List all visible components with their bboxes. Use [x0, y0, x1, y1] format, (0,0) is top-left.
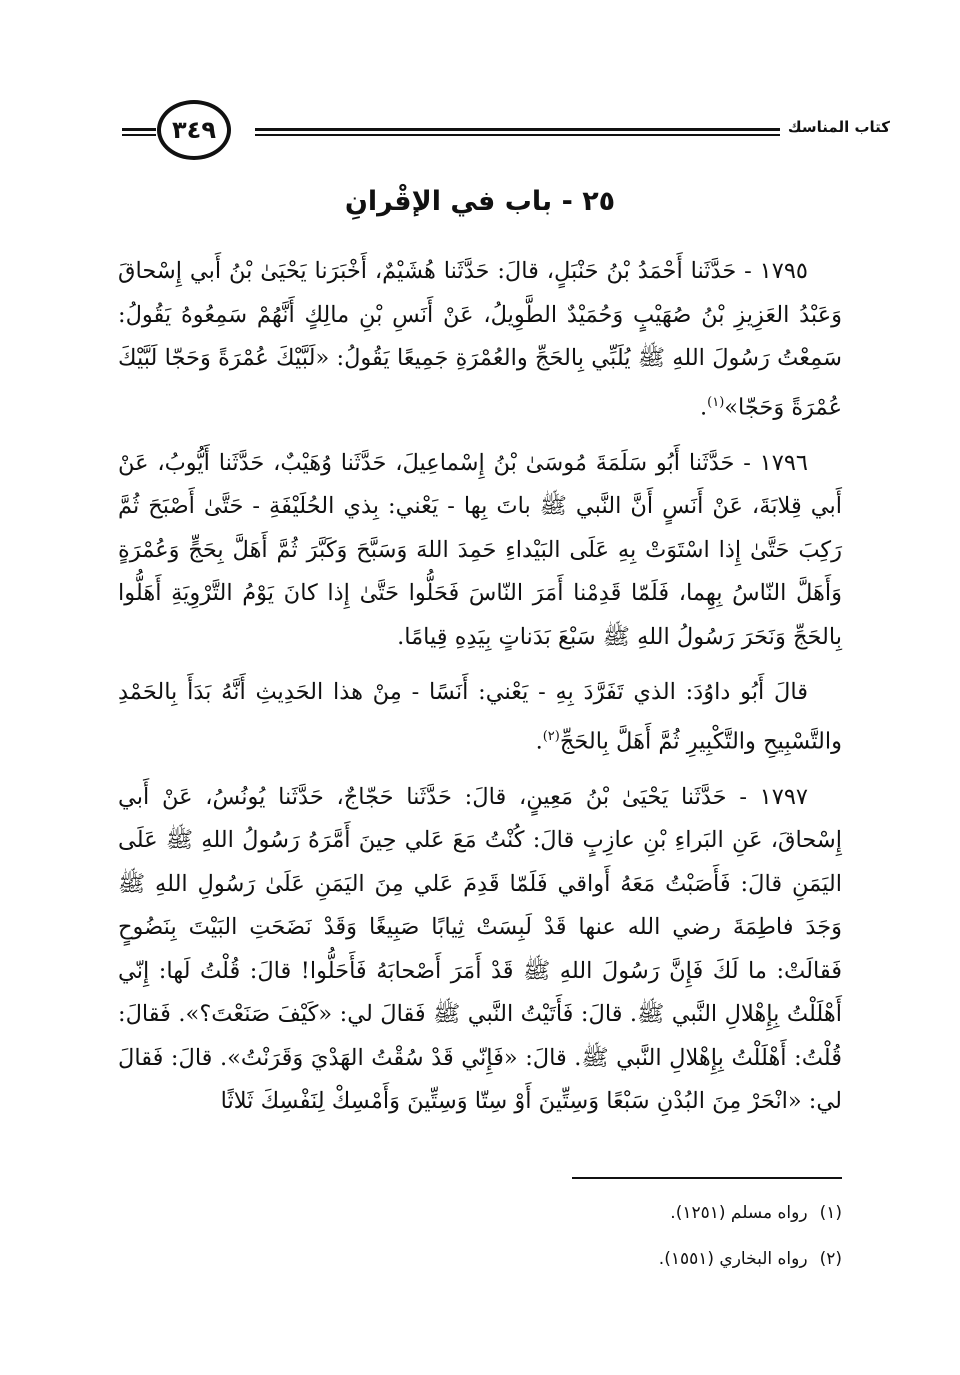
paragraph-text: ١٧٩٧ - حَدَّثَنا يَحْيَىٰ بْنُ مَعِينٍ، قالَ: حَدَّثَنا حَجّاجٌ، حَدَّثَنا يُونُسُ، عَنْ أَبي إِسْحاقَ، عَنِ البَراءِ بْنِ عازِبٍ قالَ: كُنْتُ مَعَ عَلي حِينَ أَمَّرَهُ رَسُولُ اللهِ ﷺ عَلَى اليَمَنِ قالَ: فَأَصَبْتُ مَعَهُ أَواقي فَلَمّا قَدِمَ عَلي مِنَ اليَمَنِ عَلَىٰ رَسُولِ اللهِ ﷺ وَجَدَ فاطِمَةَ رضي الله عنها قَدْ لَبِسَتْ ثِيابًا صَبِيغًا وَقَدْ نَضَحَتِ البَيْتَ بِنَضُوحٍ فَقالَتْ: ما لَكَ فَإِنَّ رَسُولَ اللهِ ﷺ قَدْ أَمَرَ أَصْحابَهُ فَأَحَلُّوا! قالَ: قُلْتُ لَها: إِنّي أَهْلَلْتُ بِإِهْلالِ النَّبي ﷺ. قالَ: فَأَتَيْتُ النَّبي ﷺ فَقالَ لي: «كَيْفَ صَنَعْتَ؟». فَقالَ: قُلْتُ: أَهْلَلْتُ بِإِهْلالِ النَّبي ﷺ. قالَ: «فَإِنّي قَدْ سُقْتُ الهَدْيَ وَقَرَنْتُ». قالَ: فَقالَ لي: «انْحَرْ مِنَ البُدْنِ سَبْعًا وَسِتِّينَ أَوْ سِتّا وَسِتِّينَ وَأَمْسِكْ لِنَفْسِكَ ثَلاثًا: [118, 783, 842, 1114]
paragraph-text: ١٧٩٦ - حَدَّثَنا أَبُو سَلَمَةَ مُوسَىٰ بْنُ إِسْماعِيلَ، حَدَّثَنا وُهَيْبٌ، حَدَّثَنا أَيُّوبُ، عَنْ أَبي قِلابَةَ، عَنْ أَنَسٍ أَنَّ النَّبي ﷺ باتَ بِها - يَعْني: بِذي الحُلَيْفَةِ - حَتَّىٰ أَصْبَحَ ثُمَّ رَكِبَ حَتَّىٰ إِذا اسْتَوَتْ بِهِ عَلَى البَيْداءِ حَمِدَ اللهَ وَسَبَّحَ وَكَبَّرَ ثُمَّ أَهَلَّ بِحَجٍّ وَعُمْرَةٍ وَأَهَلَّ النّاسُ بِهِما، فَلَمّا قَدِمْنا أَمَرَ النّاسَ فَحَلُّوا حَتَّىٰ إِذا كانَ يَوْمُ التَّرْوِيَةِ أَهَلُّوا بِالحَجِّ وَنَحَرَ رَسُولُ اللهِ ﷺ سَبْعَ بَدَناتٍ بِيَدِهِ قِيامًا.: [118, 449, 842, 650]
running-title: كتاب المناسك: [787, 118, 890, 136]
header-rule: [122, 134, 156, 136]
paragraph-text: قالَ أَبُو داوُدَ: الذي تَفَرَّدَ بِهِ - يَعْني: أَنَسًا - مِنْ هذا الحَدِيثِ أَنَّهُ بَدَأَ بِالحَمْدِ والتَّسْبِيحِ والتَّكْبِيرِ ثُمَّ أَهَلَّ بِالحَجِّ: [118, 679, 842, 754]
paragraph-end: .: [699, 394, 708, 420]
footnotes: [118, 1190, 842, 1282]
header-rule: [122, 128, 156, 131]
hadith-paragraph: [118, 250, 842, 430]
footnote: [118, 1236, 842, 1282]
page-number: ٣٤٩: [157, 100, 231, 160]
header-rule: [255, 134, 780, 136]
footnote: [118, 1190, 842, 1236]
paragraph-text: ١٧٩٥ - حَدَّثَنا أَحْمَدُ بْنُ حَنْبَلٍ، قالَ: حَدَّثَنا هُشَيْمٌ، أَخْبَرَنا يَحْيَىٰ بْنُ أَبي إِسْحاقَ وَعَبْدُ العَزِيزِ بْنُ صُهَيْبٍ وَحُمَيْدٌ الطَّوِيلُ، عَنْ أَنَسِ بْنِ مالِكٍ أَنَّهُمْ سَمِعُوهُ يَقُولُ: سَمِعْتُ رَسُولَ اللهِ ﷺ يُلَبِّي بِالحَجِّ والعُمْرَةِ جَمِيعًا يَقُولُ: «لَبَّيْكَ عُمْرَةً وَحَجّا لَبَّيْكَ عُمْرَةً وَحَجّا»: [118, 258, 842, 420]
footnote-ref: (٢): [542, 728, 560, 744]
footnote-marker: (١): [819, 1203, 842, 1223]
footnote-marker: (٢): [819, 1249, 842, 1269]
hadith-paragraph: [118, 442, 842, 660]
chapter-title: ٢٥ - باب في الإقْرانِ: [344, 186, 616, 217]
hadith-paragraph: [118, 671, 842, 764]
paragraph-end: .: [535, 728, 543, 754]
footnote-text: رواه البخاري (١٥٥١).: [658, 1249, 808, 1269]
hadith-paragraph: [118, 776, 842, 1124]
hadith-text: [118, 250, 842, 1136]
footnote-divider: [572, 1177, 842, 1179]
header-rule: [255, 128, 780, 131]
footnote-ref: (١): [707, 394, 725, 410]
footnote-text: رواه مسلم (١٢٥١).: [670, 1203, 808, 1223]
